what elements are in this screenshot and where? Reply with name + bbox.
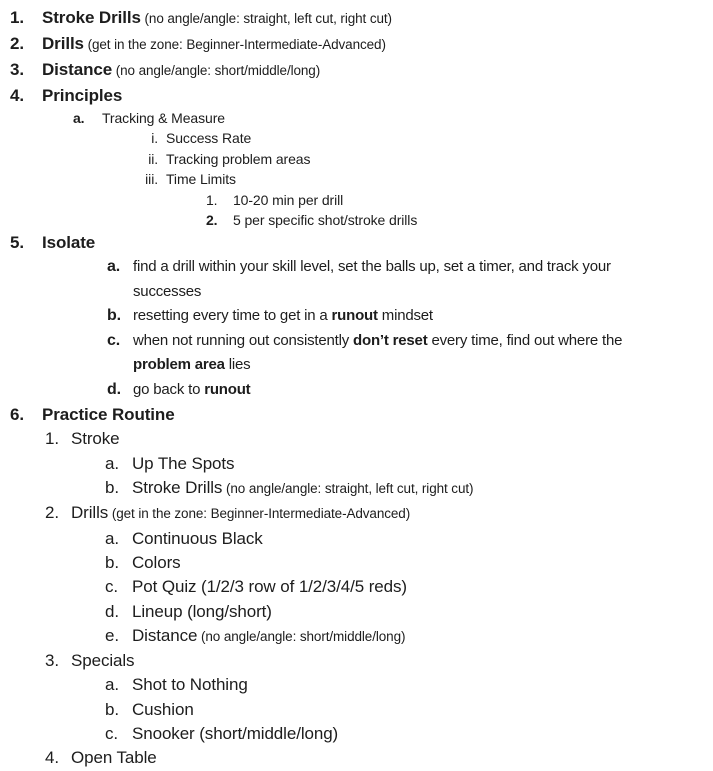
- list-item: [0, 527, 713, 551]
- text-segment: Success Rate: [166, 130, 252, 147]
- text-segment: Stroke: [71, 429, 120, 449]
- text-segment: Open Table: [71, 748, 157, 768]
- list-item: [0, 57, 713, 83]
- list-marker: i.: [151, 130, 158, 147]
- list-marker: ii.: [148, 150, 158, 167]
- list-item: [0, 255, 713, 304]
- list-item: [0, 5, 713, 31]
- text-segment: Isolate: [42, 233, 96, 253]
- list-item: [0, 304, 713, 329]
- text-segment: Time Limits: [166, 171, 236, 188]
- list-text: [132, 478, 473, 497]
- list-marker: 4.: [45, 748, 59, 768]
- list-text: [132, 700, 194, 719]
- list-marker: a.: [107, 258, 120, 276]
- list-item: [0, 190, 713, 210]
- text-segment: (get in the zone: Beginner-Intermediate-Advanced): [83, 37, 386, 52]
- list-item: [0, 128, 713, 148]
- text-segment: 10-20 min per drill: [233, 191, 344, 208]
- list-marker: a.: [105, 453, 119, 473]
- list-item: [0, 210, 713, 230]
- list-item: [0, 673, 713, 697]
- list-item: [0, 83, 713, 108]
- list-item: [0, 501, 713, 526]
- text-segment: Principles: [42, 86, 123, 105]
- text-segment: successes: [133, 282, 202, 300]
- list-marker: 6.: [10, 405, 24, 425]
- list-text: [132, 626, 405, 645]
- list-item: [0, 31, 713, 57]
- text-segment: (no angle/angle: short/middle/long): [112, 63, 321, 78]
- list-marker: d.: [105, 601, 119, 621]
- list-marker: 4.: [10, 86, 24, 105]
- text-segment: when not running out consistently: [133, 331, 354, 349]
- text-segment: resetting every time to get in a: [133, 307, 332, 325]
- list-text: [132, 602, 272, 621]
- list-marker: 1.: [10, 8, 24, 27]
- list-item: [0, 722, 713, 746]
- list-text: [133, 332, 622, 374]
- text-segment: Distance: [42, 60, 113, 79]
- text-segment: 5 per specific shot/stroke drills: [233, 212, 418, 229]
- list-item: [0, 476, 713, 501]
- list-marker: a.: [105, 675, 119, 695]
- text-segment: lies: [224, 356, 251, 374]
- list-text: [233, 192, 343, 208]
- text-segment: runout: [204, 380, 251, 398]
- text-segment: problem area: [133, 356, 225, 374]
- list-text: [132, 724, 338, 743]
- list-text: [132, 675, 248, 694]
- text-segment: Stroke Drills: [42, 8, 141, 27]
- list-item: [0, 230, 713, 255]
- text-segment: find a drill within your skill level, set the balls up, set a timer, and track your: [133, 258, 611, 276]
- text-segment: Distance: [132, 625, 198, 645]
- text-segment: (no angle/angle: straight, left cut, right cut): [140, 11, 392, 26]
- list-text: [132, 454, 234, 473]
- list-marker: 2.: [45, 503, 59, 523]
- text-segment: runout: [331, 307, 378, 325]
- text-segment: every time, find out where the: [427, 331, 623, 349]
- list-marker: 1.: [45, 429, 59, 449]
- text-segment: Colors: [132, 552, 181, 572]
- list-item: [0, 149, 713, 169]
- list-marker: b.: [107, 307, 121, 325]
- text-segment: Stroke Drills: [132, 478, 223, 498]
- text-segment: Practice Routine: [42, 405, 175, 425]
- text-segment: Specials: [71, 651, 135, 671]
- list-item: [0, 624, 713, 649]
- text-segment: Up The Spots: [132, 453, 235, 473]
- list-marker: 5.: [10, 233, 24, 253]
- list-item: [0, 698, 713, 722]
- list-item: [0, 551, 713, 575]
- list-marker: 3.: [10, 60, 24, 79]
- text-segment: Pot Quiz (1/2/3 row of 1/2/3/4/5 reds): [132, 577, 407, 597]
- list-text: [166, 130, 251, 146]
- list-text: [133, 307, 433, 324]
- list-marker: iii.: [145, 171, 158, 188]
- list-marker: b.: [105, 699, 119, 719]
- list-item: [0, 746, 713, 770]
- list-item: [0, 108, 713, 128]
- list-text: [166, 171, 236, 187]
- list-marker: 1.: [206, 191, 218, 208]
- list-marker: d.: [107, 380, 121, 398]
- list-item: [0, 649, 713, 673]
- list-text: [233, 212, 417, 228]
- list-marker: 3.: [45, 651, 59, 671]
- list-text: [102, 110, 225, 126]
- list-item: [0, 427, 713, 451]
- text-segment: (no angle/angle: short/middle/long): [197, 628, 406, 644]
- list-text: [71, 748, 157, 767]
- list-item: [0, 378, 713, 403]
- list-text: [42, 34, 386, 53]
- list-item: [0, 600, 713, 624]
- text-segment: Tracking & Measure: [102, 110, 225, 126]
- text-segment: Drills: [71, 503, 109, 523]
- list-marker: 2.: [206, 212, 218, 229]
- list-marker: b.: [105, 552, 119, 572]
- list-text: [42, 60, 320, 79]
- list-text: [133, 258, 611, 300]
- list-text: [133, 381, 250, 398]
- list-text: [132, 577, 407, 596]
- list-text: [42, 233, 95, 252]
- list-item: [0, 452, 713, 476]
- text-segment: Tracking problem areas: [166, 150, 311, 167]
- list-text: [71, 503, 410, 522]
- text-segment: mindset: [377, 307, 433, 325]
- text-segment: Cushion: [132, 699, 194, 719]
- list-marker: b.: [105, 478, 119, 498]
- list-text: [71, 429, 120, 448]
- text-segment: (no angle/angle: straight, left cut, right cut): [222, 481, 474, 497]
- list-item: [0, 329, 713, 378]
- list-marker: a.: [73, 110, 85, 126]
- text-segment: Snooker (short/middle/long): [132, 724, 339, 743]
- list-item: [0, 402, 713, 427]
- text-segment: don’t reset: [353, 331, 428, 349]
- list-marker: c.: [105, 577, 119, 597]
- list-text: [132, 529, 263, 548]
- list-text: [132, 553, 181, 572]
- list-text: [42, 86, 122, 105]
- list-marker: c.: [107, 331, 120, 349]
- list-item: [0, 169, 713, 189]
- list-text: [42, 8, 392, 27]
- list-marker: 2.: [10, 34, 24, 53]
- text-segment: (get in the zone: Beginner-Intermediate-Advanced): [108, 506, 411, 522]
- text-segment: Continuous Black: [132, 528, 263, 548]
- text-segment: go back to: [133, 380, 205, 398]
- list-marker: e.: [105, 625, 119, 645]
- text-segment: Drills: [42, 34, 84, 53]
- list-text: [42, 405, 175, 424]
- list-text: [71, 651, 134, 670]
- list-marker: c.: [105, 724, 119, 743]
- text-segment: Shot to Nothing: [132, 675, 248, 695]
- list-item: [0, 575, 713, 599]
- list-text: [166, 151, 310, 167]
- text-segment: Lineup (long/short): [132, 601, 272, 621]
- list-marker: a.: [105, 528, 119, 548]
